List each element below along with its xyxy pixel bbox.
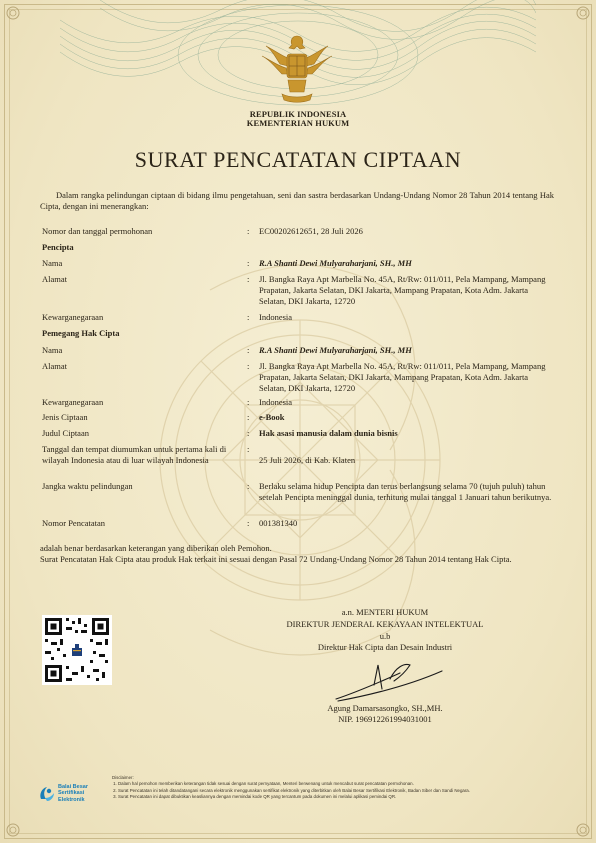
field-value: Jl. Bangka Raya Apt Marbella No. 45A, Rt/Rw: 011/011, Pela Mampang, Mampang Prapatan, Jakarta Selatan, DKI Jakarta, Mampang Prapatan, Kota Adm. Jakarta Selatan, DKI Jakarta, 12720 bbox=[259, 274, 546, 306]
field-value: R.A Shanti Dewi Mulyaraharjani, SH., MH bbox=[259, 258, 412, 268]
header-republic: REPUBLIK INDONESIA bbox=[249, 109, 347, 119]
field-label: Jangka waktu pelindungan bbox=[42, 481, 133, 491]
signatory-line-3: u.b bbox=[379, 631, 391, 641]
closing-line-1: adalah benar berdasarkan keterangan yang diberikan oleh Pemohon. bbox=[40, 543, 272, 553]
section-creator: Pencipta bbox=[42, 242, 74, 252]
corner-ornament-top-left bbox=[4, 4, 22, 22]
field-label: Alamat bbox=[42, 361, 68, 371]
disclaimer-item: 1. Dalam hal pemohon memberikan keterangan tidak sesuai dengan surat pernyataan, Menteri berwenang untuk mencabut surat pencatatan permohonan. bbox=[118, 781, 560, 787]
field-label: Judul Ciptaan bbox=[42, 428, 89, 438]
disclaimer-heading: Disclaimer: bbox=[112, 775, 134, 780]
field-value: Indonesia bbox=[259, 397, 293, 407]
field-label: Alamat bbox=[42, 274, 68, 284]
colon: : bbox=[247, 312, 250, 322]
disclaimer bbox=[112, 775, 560, 801]
qr-code[interactable] bbox=[42, 615, 112, 685]
garuda-emblem-icon bbox=[258, 28, 336, 110]
field-label: Jenis Ciptaan bbox=[42, 412, 88, 422]
bsre-line-3: Elektronik bbox=[58, 796, 85, 803]
bsre-logo bbox=[38, 783, 108, 807]
signatory-nip: NIP. 196912261994031001 bbox=[338, 714, 432, 724]
header-ministry: KEMENTERIAN HUKUM bbox=[246, 118, 350, 128]
document-title: SURAT PENCATATAN CIPTAAN bbox=[134, 147, 462, 172]
field-value: Berlaku selama hidup Pencipta dan terus berlangsung selama 70 (tujuh puluh) tahun setelah Pencipta meninggal dunia, terhitung mulai tanggal 1 Januari tahun berikutnya. bbox=[259, 481, 552, 502]
field-label: Nama bbox=[42, 258, 63, 268]
signatory-line-1: a.n. MENTERI HUKUM bbox=[341, 607, 429, 617]
intro-paragraph: Dalam rangka pelindungan ciptaan di bidang ilmu pengetahuan, seni dan sastra berdasarkan Undang-Undang Nomor 28 Tahun 2014 tentang Hak Cipta, dengan ini menerangkan: bbox=[40, 190, 554, 211]
closing-line-2: Surat Pencatatan Hak Cipta atau produk Hak terkait ini sesuai dengan Pasal 72 Undang-Undang Nomor 28 Tahun 2014 tentang Hak Cipta. bbox=[40, 554, 512, 564]
disclaimer-list bbox=[112, 781, 560, 800]
field-value: EC00202612651, 28 Juli 2026 bbox=[259, 226, 363, 236]
corner-ornament-top-right bbox=[574, 4, 592, 22]
disclaimer-item: 2. Surat Pencatatan ini telah ditandatangani secara elektronik menggunakan sertifikat elektronik yang diterbitkan oleh Balai Besar Sertifikasi Elektronik, Badan Siber dan Sandi Negara. bbox=[118, 788, 560, 794]
handwritten-signature bbox=[330, 655, 450, 705]
field-label: Kewarganegaraan bbox=[42, 312, 104, 322]
bsre-line-2: Sertifikasi bbox=[58, 790, 85, 797]
field-value: Hak asasi manusia dalam dunia bisnis bbox=[259, 428, 398, 438]
colon: : bbox=[247, 444, 250, 454]
disclaimer-item: 3. Surat Pencatatan ini dapat dibuktikan keasliannya dengan memindai kode QR yang tercantum pada dokumen ini melalui aplikasi pemindai QR. bbox=[118, 794, 560, 800]
field-label: Nomor Pencatatan bbox=[42, 518, 106, 528]
colon: : bbox=[247, 428, 250, 438]
colon: : bbox=[247, 226, 250, 236]
bsre-logo-text bbox=[58, 784, 88, 803]
colon: : bbox=[247, 481, 250, 491]
signatory-line-4: Direktur Hak Cipta dan Desain Industri bbox=[317, 642, 453, 652]
field-label: Nama bbox=[42, 345, 63, 355]
corner-ornament-bottom-left bbox=[4, 821, 22, 839]
colon: : bbox=[247, 258, 250, 268]
section-holder: Pemegang Hak Cipta bbox=[42, 328, 120, 338]
colon: : bbox=[247, 361, 250, 371]
colon: : bbox=[247, 518, 250, 528]
signatory-line-2: DIREKTUR JENDERAL KEKAYAAN INTELEKTUAL bbox=[286, 619, 484, 629]
field-value: Indonesia bbox=[259, 312, 293, 322]
colon: : bbox=[247, 345, 250, 355]
field-value: 25 Juli 2026, di Kab. Klaten bbox=[259, 455, 356, 465]
bsre-line-1: Balai Besar bbox=[58, 784, 88, 790]
field-value: e-Book bbox=[259, 412, 285, 422]
field-label: Nomor dan tanggal permohonan bbox=[42, 226, 153, 236]
closing-text bbox=[40, 543, 554, 565]
colon: : bbox=[247, 397, 250, 407]
colon: : bbox=[247, 412, 250, 422]
field-value: R.A Shanti Dewi Mulyaraharjani, SH., MH bbox=[259, 345, 412, 355]
field-value: Jl. Bangka Raya Apt Marbella No. 45A, Rt/Rw: 011/011, Pela Mampang, Mampang Prapatan, Jakarta Selatan, DKI Jakarta, Mampang Prapatan, Kota Adm. Jakarta Selatan, DKI Jakarta, 12720 bbox=[259, 361, 546, 393]
field-label: Tanggal dan tempat diumumkan untuk pertama kali di wilayah Indonesia atau di luar wilayah Indonesia bbox=[42, 444, 227, 465]
colon: : bbox=[247, 274, 250, 284]
field-value: 001381340 bbox=[259, 518, 298, 528]
corner-ornament-bottom-right bbox=[574, 821, 592, 839]
field-label: Kewarganegaraan bbox=[42, 397, 104, 407]
signatory-name: Agung Damarsasongko, SH.,MH. bbox=[327, 703, 443, 713]
bsre-logo-icon bbox=[38, 785, 56, 803]
